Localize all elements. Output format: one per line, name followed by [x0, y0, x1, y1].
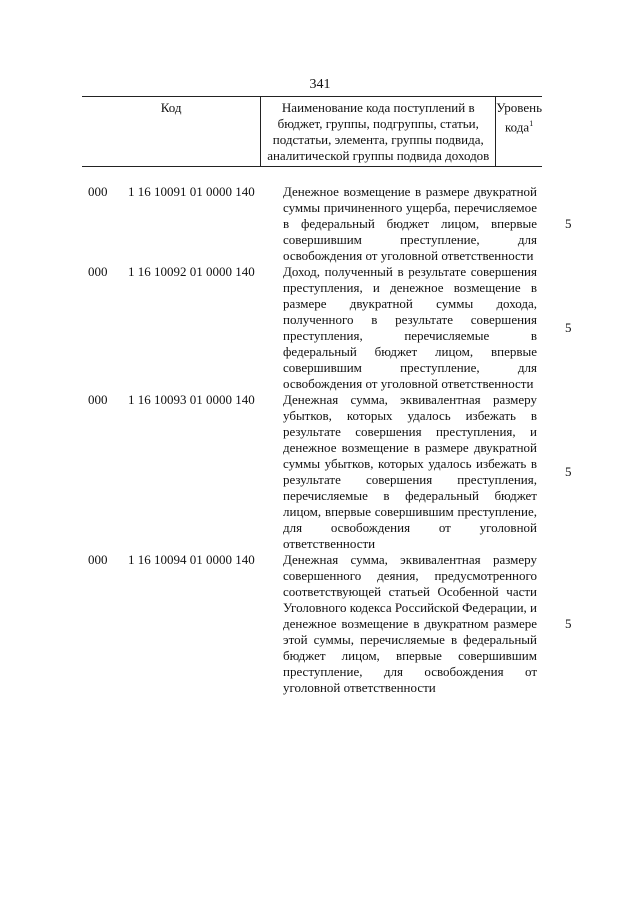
- row-description: Денежная сумма, эквивалентная размеру убытков, которых удалось избежать в результате совершения преступления, и денежное возмещение в размере двукратной суммы убытков, которых удалось избежать в результате совершения преступления, перечисляемые в федеральный бюджет лицом, впервые совершившим преступление, для освобождения от уголовной ответственности: [283, 392, 537, 551]
- row-code: 1 16 10093 01 0000 140: [128, 392, 255, 407]
- table-row: [0, 264, 640, 392]
- row-description: Денежная сумма, эквивалентная размеру совершенного деяния, предусмотренного соответствующей статьей Особенной части Уголовного кодекса Российской Федерации, и денежное возмещение в двукратном размере этой суммы, перечисляемые в федеральный бюджет лицом, впервые совершившим преступление, для освобождения от уголовной ответственности: [283, 552, 538, 695]
- row-level: 5: [565, 616, 572, 631]
- row-code: 1 16 10092 01 0000 140: [128, 264, 255, 279]
- row-prefix: 000: [88, 552, 108, 567]
- row-prefix: 000: [88, 184, 108, 199]
- row-level: 5: [565, 320, 572, 335]
- row-prefix: 000: [88, 264, 108, 279]
- table-row: [0, 392, 640, 552]
- table-body: [0, 184, 640, 696]
- row-description: Доход, полученный в результате совершения преступления, и денежное возмещение в размере двукратной суммы дохода, полученного в результате совершения преступления, перечисляемые в федеральный бюджет лицом, впервые совершившим преступление, для освобождения от уголовной ответственности: [283, 264, 537, 391]
- header-level-label: Уровень кода: [496, 100, 542, 135]
- table-row: [0, 552, 640, 696]
- row-level: 5: [565, 464, 572, 479]
- table-header: [82, 96, 542, 167]
- header-level: [496, 97, 542, 166]
- row-prefix: 000: [88, 392, 108, 407]
- header-level-footnote: 1: [529, 119, 534, 128]
- row-code: 1 16 10091 01 0000 140: [128, 184, 255, 199]
- table-row: [0, 184, 640, 264]
- page-number: 341: [309, 77, 331, 92]
- row-description: Денежное возмещение в размере двукратной суммы причиненного ущерба, перечисляемое в федеральный бюджет лицом, впервые совершившим преступление, для освобождения от уголовной ответственности: [283, 184, 537, 263]
- header-name: Наименование кода поступлений в бюджет, группы, подгруппы, статьи, подстатьи, элемента, группы подвида, аналитической группы подвида доходов: [260, 97, 496, 166]
- row-level: 5: [565, 216, 572, 231]
- header-code: Код: [160, 100, 182, 115]
- row-code: 1 16 10094 01 0000 140: [128, 552, 255, 567]
